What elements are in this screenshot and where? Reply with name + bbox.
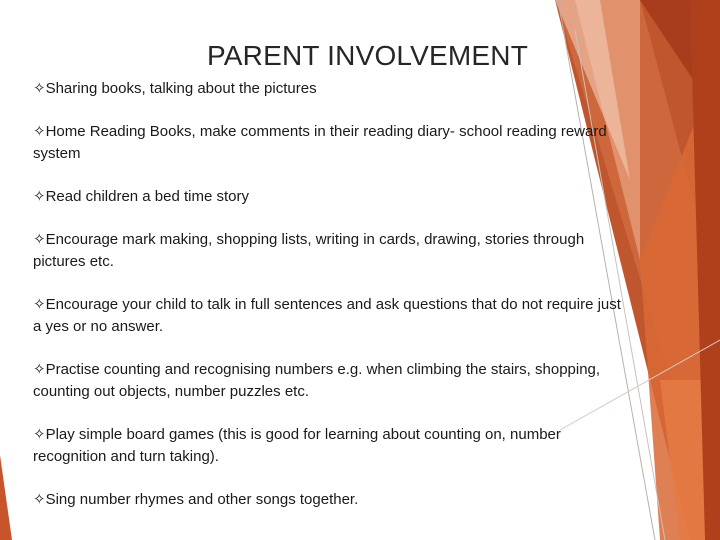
bullet-item (33, 424, 633, 468)
bullet-list (33, 78, 633, 532)
bullet-text: Encourage your child to talk in full sentences and ask questions that do not require just a yes or no answer. (33, 296, 621, 335)
bullet-item (33, 489, 633, 511)
star-bullet-icon: ✧ (33, 296, 46, 313)
bullet-item (33, 121, 633, 165)
bullet-item (33, 78, 633, 100)
star-bullet-icon: ✧ (33, 80, 46, 97)
bullet-item (33, 229, 633, 273)
star-bullet-icon: ✧ (33, 188, 46, 205)
bullet-text: Practise counting and recognising numbers e.g. when climbing the stairs, shopping, counting out objects, number puzzles etc. (33, 361, 601, 400)
star-bullet-icon: ✧ (33, 231, 46, 248)
bullet-item (33, 186, 633, 208)
star-bullet-icon: ✧ (33, 361, 46, 378)
star-bullet-icon: ✧ (33, 491, 46, 508)
slide-title: PARENT INVOLVEMENT (207, 40, 528, 71)
bullet-text: Encourage mark making, shopping lists, writing in cards, drawing, stories through pictures etc. (33, 231, 585, 270)
bullet-text: Read children a bed time story (45, 188, 250, 205)
star-bullet-icon: ✧ (33, 426, 46, 443)
bullet-text: Play simple board games (this is good for learning about counting on, number recognition and turn taking). (33, 426, 561, 465)
bullet-item (33, 359, 633, 403)
star-bullet-icon: ✧ (33, 123, 46, 140)
bullet-text: Home Reading Books, make comments in their reading diary- school reading reward system (33, 123, 607, 162)
bullet-text: Sing number rhymes and other songs together. (45, 491, 359, 508)
bullet-item (33, 294, 633, 338)
bullet-text: Sharing books, talking about the pictures (45, 80, 317, 97)
